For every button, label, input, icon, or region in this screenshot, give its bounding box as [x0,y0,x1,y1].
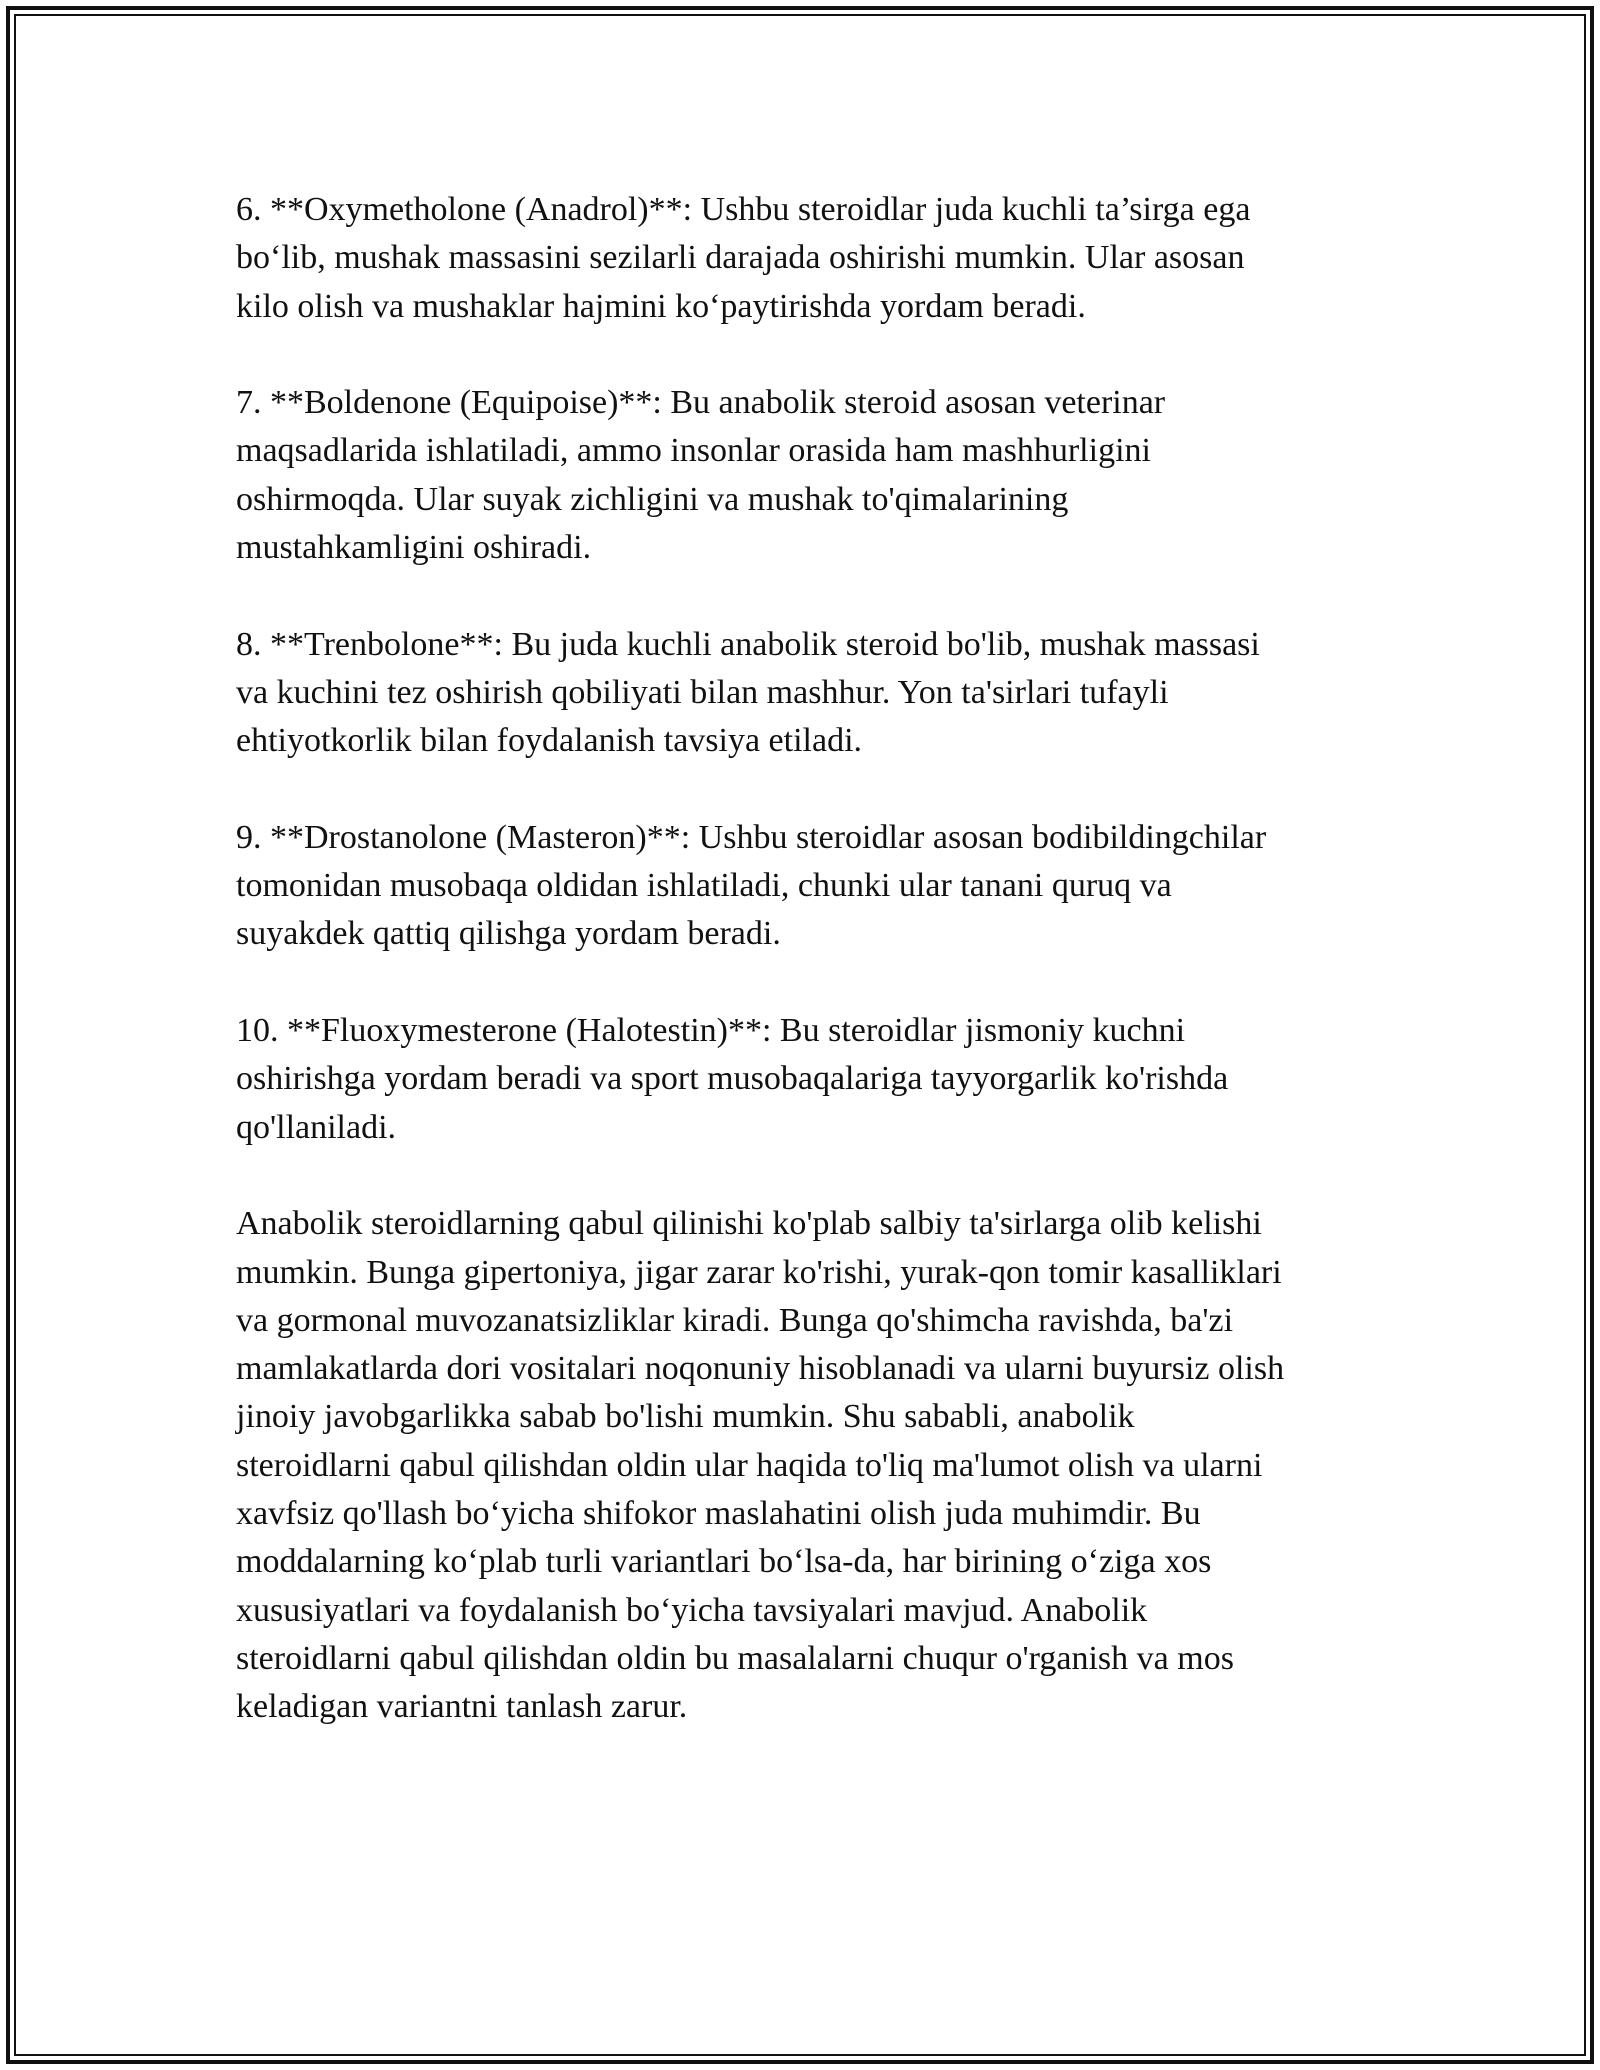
document-body [236,186,1376,1732]
paragraph-trenbolone: 8. **Trenbolone**: Bu juda kuchli anabolik steroid bo'lib, mushak massasi va kuchini tez oshirish qobiliyati bilan mashhur. Yon ta'sirlari tufayli ehtiyotkorlik bilan foydalanish tavsiya etiladi. [236,625,1260,760]
paragraph-oxymetholone: 6. **Oxymetholone (Anadrol)**: Ushbu steroidlar juda kuchli ta’sirga ega bo‘lib, mushak massasini sezilarli darajada oshirishi mumkin. Ular asosan kilo olish va mushaklar hajmini ko‘paytirishda yordam beradi. [236,191,1251,325]
paragraph-boldenone: 7. **Boldenone (Equipoise)**: Bu anabolik steroid asosan veterinar maqsadlarida ishlatiladi, ammo insonlar orasida ham mashhurligini oshirmoqda. Ular suyak zichligini va mushak to'qimalarining mustahkamligini oshiradi. [236,384,1166,567]
paragraph-fluoxymesterone: 10. **Fluoxymesterone (Halotestin)**: Bu steroidlar jismoniy kuchni oshirishga yordam beradi va sport musobaqalariga tayyorgarlik ko'rishda qo'llaniladi. [236,1012,1229,1146]
paragraph-drostanolone: 9. **Drostanolone (Masteron)**: Ushbu steroidlar asosan bodibildingchilar tomonidan musobaqa oldidan ishlatiladi, chunki ular tanani quruq va suyakdek qattiq qilishga yordam beradi. [236,818,1267,953]
paragraph-conclusion: Anabolik steroidlarning qabul qilinishi ko'plab salbiy ta'sirlarga olib kelishi mumkin. Bunga gipertoniya, jigar zarar ko'rishi, yurak-qon tomir kasalliklari va gormonal muvozanatsizliklar kiradi. Bunga qo'shimcha ravishda, ba'zi mamlakatlarda dori vositalari noqonuniy hisoblanadi va ularni buyursiz olish jinoiy javobgarlikka sabab bo'lishi mumkin. Shu sababli, anabolik steroidlarni qabul qilishdan oldin ular haqida to'liq ma'lumot olish va ularni xavfsiz qo'llash bo‘yicha shifokor maslahatini olish juda muhimdir. Bu moddalarning ko‘plab turli variantlari bo‘lsa-da, har birining o‘ziga xos xususiyatlari va foydalanish bo‘yicha tavsiyalari mavjud. Anabolik steroidlarni qabul qilishdan oldin bu masalalarni chuqur o'rganish va mos keladigan variantni tanlash zarur. [236,1205,1285,1726]
